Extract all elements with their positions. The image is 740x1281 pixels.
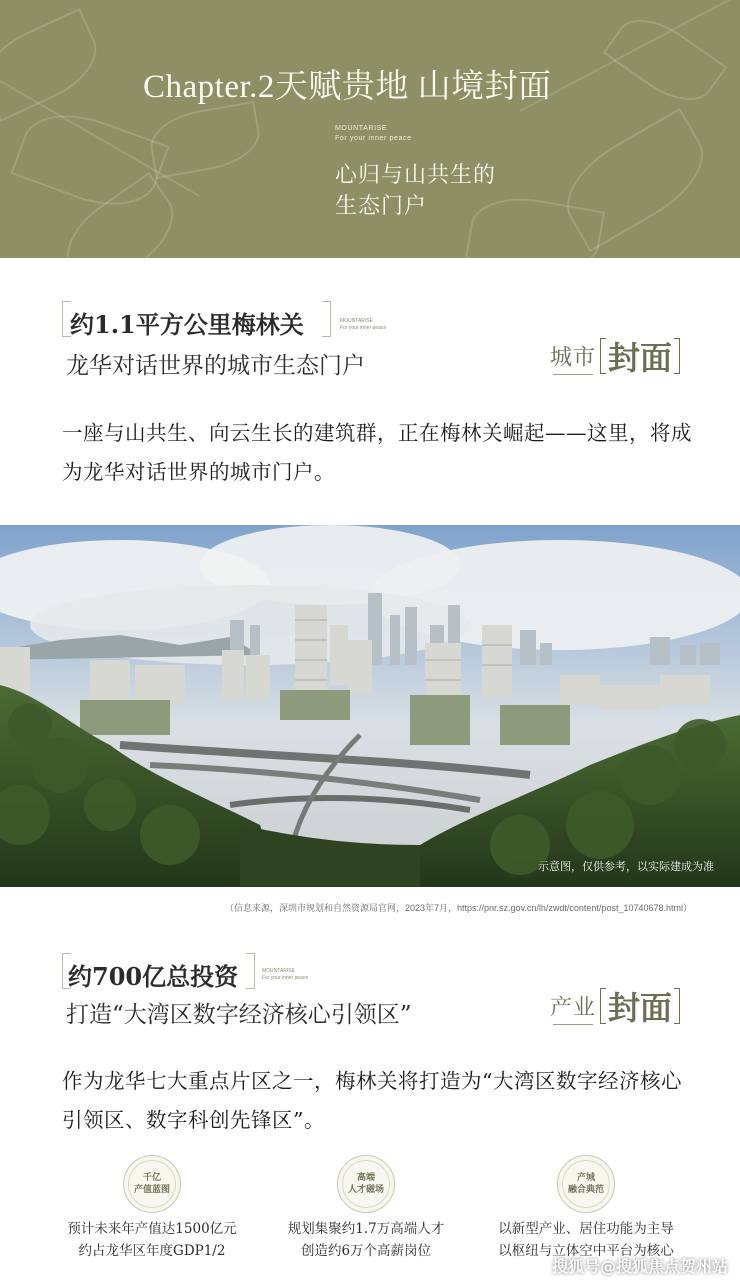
brand-tagline — [335, 124, 412, 144]
badge-line1: 千亿 — [142, 1173, 161, 1183]
stamp-bracket-right — [674, 338, 680, 374]
section2-brand — [262, 968, 308, 982]
brand-slogan: For your inner peace — [262, 975, 309, 981]
badge-line2: 融合典范 — [567, 1185, 604, 1195]
brand-name: MOUNTARISE — [335, 125, 388, 132]
feature-badge-integration — [557, 1155, 615, 1213]
source-citation: （信息来源，深圳市规划和自然资源局官网，2023年7月，https://pnr.sz.gov.cn/lh/zwdt/content/post_10740678.html） — [225, 903, 692, 913]
feature-caption-output — [32, 1218, 272, 1262]
caption-line2: 以枢纽与立体空中平台为核心 — [498, 1243, 674, 1259]
badge-inner — [342, 1160, 390, 1208]
title-bracket-right — [246, 953, 255, 989]
brand-slogan: For your inner peace — [340, 325, 387, 331]
brand-name: MOUNTARISE — [262, 968, 295, 974]
source-watermark: 搜狐号@搜狐焦点贺州站 — [551, 1257, 728, 1276]
brand-name: MOUNTARISE — [340, 318, 373, 324]
stamp-prefix: 产业 — [550, 995, 597, 1021]
section2-subtitle: 打造“大湾区数字经济核心引领区” — [66, 1002, 412, 1028]
chapter-title: Chapter.2天赋贵地 山境封面 — [143, 69, 552, 105]
section2-stamp — [550, 983, 680, 1029]
banner-subtitle-line2: 生态门户 — [335, 194, 428, 219]
section2-paragraph: 作为龙华七大重点片区之一，梅林关将打造为“大湾区数字经济核心引领区、数字科创先锋区”。 — [62, 1069, 682, 1132]
feature-badge-output — [123, 1155, 181, 1213]
stamp-prefix: 城市 — [550, 345, 597, 371]
section1-stamp — [550, 333, 680, 379]
feature-caption-talent — [246, 1218, 486, 1262]
brand-slogan: For your inner peace — [335, 135, 412, 142]
leaf-decoration — [146, 101, 265, 179]
section1-brand — [340, 318, 386, 332]
section1-paragraph: 一座与山共生、向云生长的建筑群，正在梅林关崛起——这里，将成为龙华对话世界的城市门户。 — [62, 421, 692, 484]
section1-title: 约1.1平方公里梅林关 — [70, 310, 304, 339]
section2-title: 约700亿总投资 — [68, 962, 239, 991]
caption-line2: 创造约6万个高薪岗位 — [300, 1243, 432, 1259]
stamp-bracket-left — [600, 988, 606, 1024]
rendering-disclaimer: 示意图，仅供参考，以实际建成为准 — [538, 861, 714, 873]
leaf-decoration — [603, 4, 728, 116]
stamp-bracket-right — [674, 988, 680, 1024]
feature-badge-talent — [337, 1155, 395, 1213]
section1-subtitle: 龙华对话世界的城市生态门户 — [66, 353, 365, 379]
banner-subtitle-line1: 心归与山共生的 — [335, 163, 497, 188]
stamp-underline — [553, 1024, 593, 1025]
caption-line1: 预计未来年产值达1500亿元 — [67, 1221, 237, 1237]
city-rendering-photo — [0, 525, 740, 887]
stamp-bracket-left — [600, 338, 606, 374]
badge-inner — [128, 1160, 176, 1208]
badge-line1: 产城 — [576, 1173, 595, 1183]
stamp-underline — [553, 374, 593, 375]
badge-line2: 产值蓝图 — [133, 1185, 170, 1195]
stamp-main: 封面 — [608, 339, 673, 377]
city-illustration — [0, 525, 740, 887]
caption-line1: 以新型产业、居住功能为主导 — [498, 1221, 674, 1237]
stamp-main: 封面 — [608, 989, 673, 1027]
badge-line1: 高端 — [356, 1173, 375, 1183]
caption-line1: 规划集聚约1.7万高端人才 — [287, 1221, 445, 1237]
title-bracket-right — [322, 301, 331, 337]
chapter-banner — [0, 0, 740, 258]
badge-line2: 人才磁场 — [347, 1185, 384, 1195]
leaf-decoration — [0, 8, 109, 122]
badge-inner — [562, 1160, 610, 1208]
caption-line2: 约占龙华区年度GDP1/2 — [78, 1243, 226, 1259]
banner-subtitle — [335, 160, 496, 222]
